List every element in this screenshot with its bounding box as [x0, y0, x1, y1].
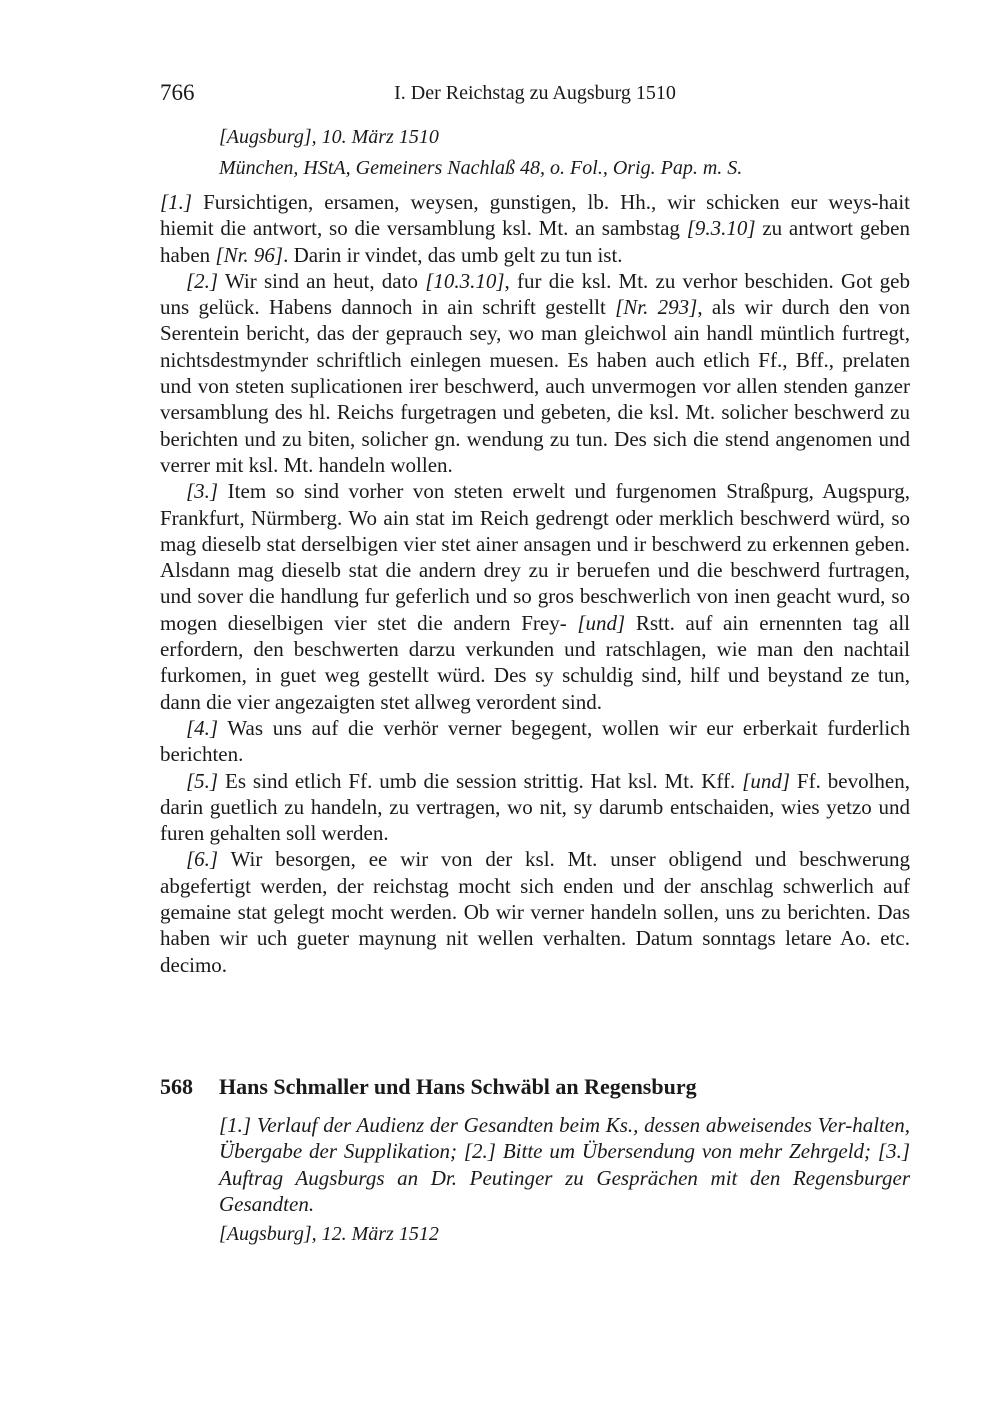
paragraph-number: [4.] [186, 715, 219, 740]
paragraph-2 [160, 268, 910, 478]
document-title: Hans Schmaller und Hans Schwäbl an Regensburg [219, 1074, 697, 1099]
document-body [160, 189, 910, 978]
paragraph-3 [160, 478, 910, 715]
paragraph-text: Item so sind vorher von steten erwelt und furgenomen Straßpurg, Augspurg, Frankfurt, Nürmberg. Wo ain stat im Reich gedrengt oder merklich beschwerd würd, so mag dieselb stat derselbigen vier stet ainer ansagen und ir beschwerd zu erkennen geben. Alsdann mag dieselb stat die andern drey zu ir beruefen und die beschwerd furtragen, und sover die handlung fur geferlich und so gros beschwerlich von inen geacht wurd, so mogen dieselbigen vier stet die andern Frey- [160, 479, 910, 635]
paragraph-5 [160, 768, 910, 847]
editorial-reference: [Nr. 96] [215, 242, 284, 267]
paragraph-number: [2.] [186, 268, 219, 293]
editorial-reference: [10.3.10] [425, 268, 505, 293]
paragraph-text: Was uns auf die verhör verner begegent, wollen wir eur erberkait furderlich berichten. [160, 715, 910, 767]
paragraph-6 [160, 846, 910, 977]
paragraph-text: Wir besorgen, ee wir von der ksl. Mt. unser obligend und beschwerung abgefertigt werden, der reichstag mocht sich enden und der anschlag schwerlich auf gemaine stat gelegt mocht werden. Ob wir verner handeln sollen, uns zu berichten. Das haben wir uch gueter maynung nit wellen verhalten. Datum sonntags letare Ao. etc. decimo. [160, 847, 910, 977]
paragraph-number: [3.] [186, 479, 219, 504]
paragraph-text: Wir sind an heut, dato [218, 268, 426, 293]
paragraph-text: Ff. bevolhen, darin guetlich zu handeln, zu vertragen, wo nit, sy darumb entschaiden, wies yetzo und furen gehalten soll werden. [160, 768, 910, 846]
paragraph-1 [160, 189, 910, 268]
document-heading [160, 1074, 697, 1100]
paragraph-text: Fursichtigen, ersamen, weysen, gunstigen, lb. Hh., wir schicken eur weys-hait hiemit die antwort, so die versamblung ksl. Mt. an sambstag [160, 190, 910, 241]
paragraph-text: Es sind etlich Ff. umb die session strittig. Hat ksl. Mt. Kff. [218, 768, 743, 793]
paragraph-number: [6.] [186, 847, 219, 872]
page-number: 766 [160, 80, 195, 105]
paragraph-number: [5.] [186, 768, 219, 793]
source-citation: München, HStA, Gemeiners Nachlaß 48, o. Fol., Orig. Pap. m. S. [219, 157, 743, 179]
paragraph-text: , als wir durch den von Serentein bericht, das der geprauch sey, wo man gleichwol ain handl müntlich furtregt, nichtsdestmynder schriftlich einlegen muesen. Es haben auch etlich Ff., Bff., prelaten und von steten suplicationen irer beschwerd, auch unvermogen vor allen stenden ganzer versamblung des hl. Reichs furgetragen und gebeten, die ksl. Mt. solicher beschwerd zu berichten und zu biten, solicher gn. wendung zu tun. Des sich die stend angenomen und verrer mit ksl. Mt. handeln wollen. [160, 295, 910, 477]
paragraph-4 [160, 715, 910, 768]
document-date-568: [Augsburg], 12. März 1512 [219, 1223, 439, 1245]
document-regest: [1.] Verlauf der Audienz der Gesandten beim Ks., dessen abweisendes Ver-halten, Übergabe der Supplikation; [2.] Bitte um Übersendung von mehr Zehrgeld; [3.] Auftrag Augsburgs an Dr. Peutinger zu Gesprächen mit den Regensburger Gesandten. [219, 1113, 910, 1216]
editorial-reference: [und] [577, 610, 626, 635]
paragraph-text: zu antwort geben haben [160, 216, 910, 267]
paragraph-number: [1.] [160, 190, 193, 214]
paragraph-text: . Darin ir vindet, das umb gelt zu tun ist. [283, 242, 623, 267]
page-header [160, 80, 910, 108]
running-title: I. Der Reichstag zu Augsburg 1510 [394, 82, 676, 104]
document-number: 568 [160, 1074, 193, 1099]
editorial-reference: [Nr. 293] [615, 295, 698, 320]
document-date: [Augsburg], 10. März 1510 [219, 126, 439, 148]
editorial-reference: [und] [742, 768, 791, 793]
paragraph-text: Rstt. auf ain ernennten tag all erfordern, den beschwerten darzu verkunden und ratschlagen, wie man den nachtail furkomen, in guet weg gestellt würd. Des sy schuldig sind, hilf und beystand ze tun, dann die vier angezaigten stet allweg verordent sind. [160, 610, 910, 714]
paragraph-text: , fur die ksl. Mt. zu verhor beschiden. Got geb uns gelück. Habens dannoch in ain schrift gestellt [160, 268, 910, 320]
editorial-reference: [9.3.10] [686, 216, 756, 241]
